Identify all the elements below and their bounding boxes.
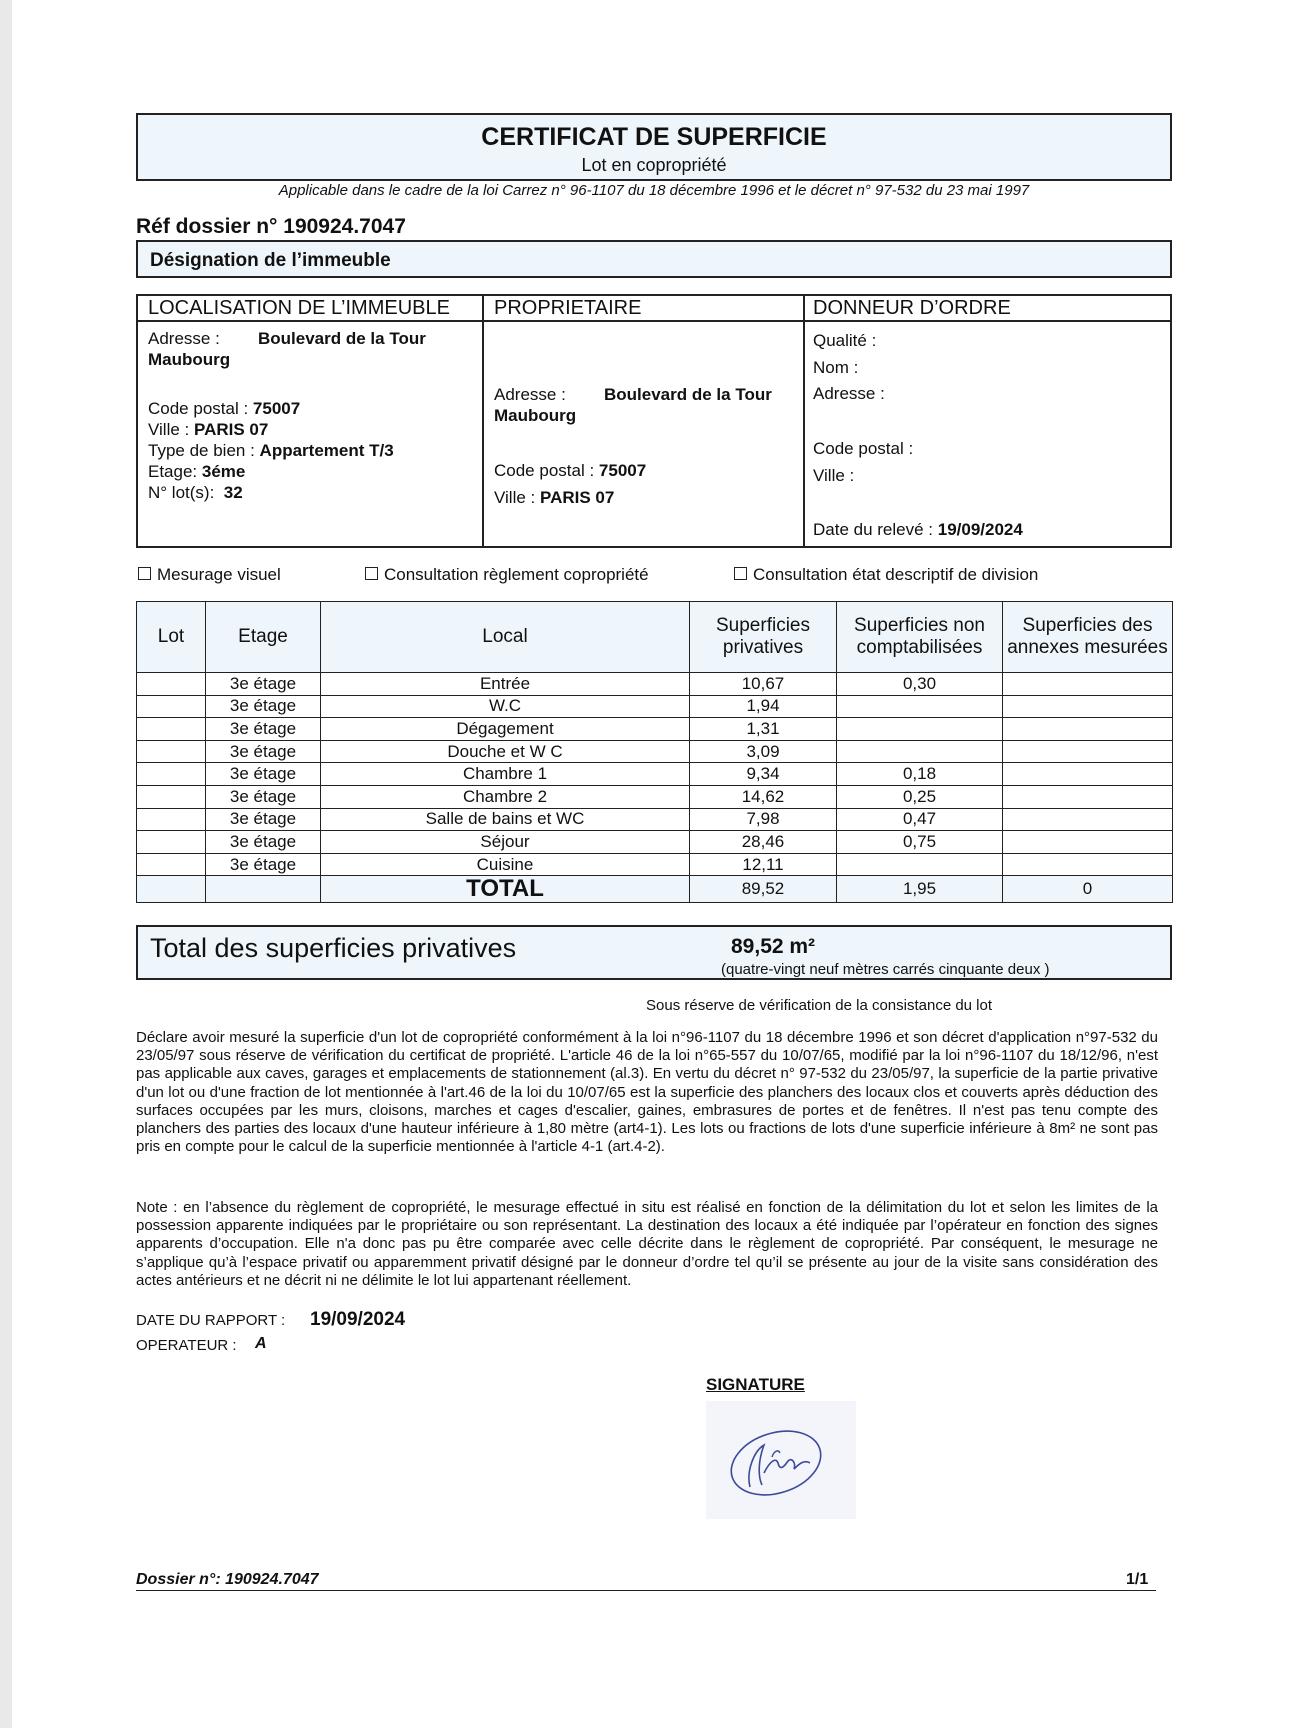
prop-cp-value: 75007	[598, 461, 647, 480]
total-privatives: 89,52	[690, 876, 837, 903]
prop-adresse-label: Adresse :	[494, 385, 566, 404]
signature-scribble-icon	[706, 1401, 856, 1519]
cell-superficie-privative: 3,09	[690, 740, 837, 763]
cell-superficie-privative: 14,62	[690, 785, 837, 808]
cell-etage: 3e étage	[206, 673, 321, 696]
checkbox-square-icon	[138, 567, 151, 580]
cell-lot	[137, 831, 206, 854]
cell-superficie-privative: 7,98	[690, 808, 837, 831]
loc-adresse-label: Adresse :	[148, 329, 220, 348]
loc-type	[148, 440, 394, 461]
cell-superficie-annexe	[1003, 785, 1173, 808]
loc-ville-label: Ville :	[148, 420, 190, 439]
table-row	[137, 695, 1173, 718]
cell-local: Séjour	[321, 831, 690, 854]
cell-superficie-non-comptabilisee	[837, 695, 1003, 718]
column-divider	[803, 296, 805, 546]
report-date-label: DATE DU RAPPORT :	[136, 1312, 286, 1329]
loc-ville	[148, 419, 268, 440]
loc-adresse-l2: Maubourg	[148, 350, 231, 369]
loc-adresse-l1: Boulevard de la Tour	[258, 329, 426, 348]
cell-superficie-annexe	[1003, 718, 1173, 741]
cell-superficie-annexe	[1003, 695, 1173, 718]
cell-superficie-annexe	[1003, 808, 1173, 831]
checkbox-square-icon	[365, 567, 378, 580]
loc-lot-label: N° lot(s):	[148, 483, 215, 502]
donneur-ville-label: Ville :	[813, 466, 855, 485]
summary-box	[136, 925, 1172, 980]
designation-box	[136, 240, 1172, 278]
table-row	[137, 853, 1173, 876]
cell-etage: 3e étage	[206, 808, 321, 831]
loc-type-value: Appartement T/3	[259, 441, 394, 460]
checkbox-consultation-etat[interactable]	[734, 565, 1038, 585]
operator-value: A	[255, 1335, 267, 1352]
loc-etage-value: 3éme	[201, 462, 246, 481]
cell-lot	[137, 785, 206, 808]
title-box	[136, 113, 1172, 181]
loc-cp-label: Code postal :	[148, 399, 249, 418]
summary-words: (quatre-vingt neuf mètres carrés cinquante deux )	[721, 961, 1050, 978]
cell-lot	[137, 853, 206, 876]
info-header-divider	[138, 320, 1170, 322]
cell-superficie-non-comptabilisee: 0,30	[837, 673, 1003, 696]
cell-etage: 3e étage	[206, 785, 321, 808]
donneur-date	[813, 519, 1023, 540]
loc-lot-value: 32	[223, 483, 243, 502]
cell-superficie-privative: 28,46	[690, 831, 837, 854]
table-row	[137, 831, 1173, 854]
operator-label: OPERATEUR :	[136, 1337, 237, 1354]
cell-etage: 3e étage	[206, 718, 321, 741]
cell-superficie-annexe	[1003, 740, 1173, 763]
table-header-row	[137, 602, 1173, 673]
cell-local: Chambre 1	[321, 763, 690, 786]
loc-type-label: Type de bien :	[148, 441, 255, 460]
cell-superficie-annexe	[1003, 673, 1173, 696]
table-row	[137, 718, 1173, 741]
footer-divider	[136, 1590, 1156, 1591]
cell-lot	[137, 740, 206, 763]
cell-superficie-privative: 12,11	[690, 853, 837, 876]
total-non-comptabilisees: 1,95	[837, 876, 1003, 903]
cell-local: Cuisine	[321, 853, 690, 876]
donneur-qualite-label: Qualité :	[813, 331, 877, 350]
cell-superficie-non-comptabilisee: 0,75	[837, 831, 1003, 854]
designation-heading: Désignation de l’immeuble	[150, 250, 391, 271]
footer-dossier: Dossier n°: 190924.7047	[136, 1571, 319, 1588]
total-empty-cell	[137, 876, 206, 903]
header-lot: Lot	[137, 602, 206, 673]
note-paragraph: Note : en l’absence du règlement de copropriété, le mesurage effectué in situ est réalisé en fonction de la délimitation du lot et selon les limites de la possession apparente indiquées par le propriétaire ou son représentant. La destination des locaux a été indiquée par l’opérateur en fonction des signes apparents d’occupation. Elle n'a donc pas pu être comparée avec celle décrite dans le règlement de copropriété. Par conséquent, le mesurage ne s’applique qu’à l’espace privatif ou apparemment privatif désigné par le donneur d’ordre tel qu’il se présente au jour de la visite sans considération des actes antérieurs et ne décrit ni ne délimite le lot lui appartenant réellement.	[136, 1199, 1158, 1289]
localisation-heading: LOCALISATION DE L’IMMEUBLE	[148, 297, 450, 319]
cell-superficie-annexe	[1003, 763, 1173, 786]
prop-ville-value: PARIS 07	[540, 488, 615, 507]
cell-local: Entrée	[321, 673, 690, 696]
footer-page-number: 1/1	[1126, 1571, 1149, 1588]
reserve-note: Sous réserve de vérification de la consistance du lot	[646, 997, 993, 1014]
cell-superficie-annexe	[1003, 831, 1173, 854]
table-row	[137, 785, 1173, 808]
ref-dossier: Réf dossier n° 190924.7047	[136, 215, 406, 238]
loc-etage	[148, 461, 245, 482]
cell-superficie-privative: 1,94	[690, 695, 837, 718]
table-row	[137, 763, 1173, 786]
document-title: CERTIFICAT DE SUPERFICIE	[481, 123, 827, 151]
column-divider	[482, 296, 484, 546]
cell-etage: 3e étage	[206, 740, 321, 763]
cell-lot	[137, 673, 206, 696]
cell-etage: 3e étage	[206, 853, 321, 876]
legal-paragraph: Déclare avoir mesuré la superficie d'un lot de copropriété conformément à la loi n°96-1107 du 18 décembre 1996 et son décret d'application n°97-532 du 23/05/97 sous réserve de vérification du certificat de propriété. L'article 46 de la loi n°65-557 du 10/07/65, modifié par la loi n°96-1107 du 18/12/96, n'est pas applicable aux caves, garages et emplacements de stationnement (al.3). En vertu du décret n° 97-532 du 23/05/97, la superficie de la partie privative d'un lot ou d'une fraction de lot mentionnée à l'art.46 de la loi du 10/07/65 est la superficie des planchers des locaux clos et couverts après déduction des surfaces occupées par les murs, cloisons, marches et cages d'escalier, gaines, embrasures de portes et de fenêtres. Il n'est pas tenu compte des planchers des parties des locaux d'une hauteur inférieure à 1,80 mètre (art4-1). Les lots ou fractions de lots d'une superficie inférieure à 8m² ne sont pas pris en compte pour le calcul de la superficie mentionnée à l'article 4-1 (art.4-2).	[136, 1029, 1158, 1156]
cell-local: Chambre 2	[321, 785, 690, 808]
checkbox-label: Mesurage visuel	[157, 565, 281, 584]
cell-superficie-privative: 9,34	[690, 763, 837, 786]
proprietaire-heading: PROPRIETAIRE	[494, 297, 642, 319]
checkbox-label: Consultation état descriptif de division	[753, 565, 1039, 584]
cell-local: Dégagement	[321, 718, 690, 741]
prop-adresse-l1: Boulevard de la Tour	[604, 385, 772, 404]
checkbox-mesurage-visuel[interactable]	[138, 565, 281, 585]
report-date-value: 19/09/2024	[310, 1309, 406, 1330]
cell-superficie-non-comptabilisee: 0,25	[837, 785, 1003, 808]
cell-lot	[137, 763, 206, 786]
cell-superficie-privative: 10,67	[690, 673, 837, 696]
cell-superficie-non-comptabilisee	[837, 740, 1003, 763]
prop-ville-label: Ville :	[494, 488, 536, 507]
signature-image	[706, 1401, 856, 1519]
loc-cp-value: 75007	[252, 399, 301, 418]
header-superficies-non-comptabilisees: Superficies non comptabilisées	[837, 602, 1003, 673]
cell-local: W.C	[321, 695, 690, 718]
total-empty-cell	[206, 876, 321, 903]
prop-cp-label: Code postal :	[494, 461, 595, 480]
law-note: Applicable dans le cadre de la loi Carrez n° 96-1107 du 18 décembre 1996 et le décret n° 97-532 du 23 mai 1997	[278, 182, 1030, 199]
header-etage: Etage	[206, 602, 321, 673]
cell-superficie-privative: 1,31	[690, 718, 837, 741]
info-box	[136, 294, 1172, 548]
donneur-nom-label: Nom :	[813, 358, 859, 377]
surface-table	[136, 601, 1173, 903]
cell-etage: 3e étage	[206, 831, 321, 854]
document-subtitle: Lot en copropriété	[581, 155, 727, 175]
cell-local: Douche et W C	[321, 740, 690, 763]
header-local: Local	[321, 602, 690, 673]
header-superficies-annexes: Superficies des annexes mesurées	[1003, 602, 1173, 673]
loc-lot	[148, 482, 243, 503]
table-row	[137, 808, 1173, 831]
total-label: TOTAL	[321, 876, 690, 903]
checkbox-label: Consultation règlement copropriété	[384, 565, 649, 584]
cell-superficie-non-comptabilisee	[837, 853, 1003, 876]
cell-lot	[137, 808, 206, 831]
table-total-row	[137, 876, 1173, 903]
header-superficies-privatives: Superficies privatives	[690, 602, 837, 673]
cell-superficie-non-comptabilisee	[837, 718, 1003, 741]
prop-ville	[494, 487, 614, 508]
checkbox-square-icon	[734, 567, 747, 580]
loc-cp	[148, 398, 300, 419]
cell-superficie-non-comptabilisee: 0,18	[837, 763, 1003, 786]
prop-cp	[494, 460, 646, 481]
cell-etage: 3e étage	[206, 763, 321, 786]
donneur-heading: DONNEUR D’ORDRE	[813, 297, 1011, 319]
signature-title: SIGNATURE	[706, 1375, 805, 1394]
cell-lot	[137, 695, 206, 718]
loc-ville-value: PARIS 07	[194, 420, 269, 439]
checkbox-consultation-reglement[interactable]	[365, 565, 649, 585]
table-row	[137, 673, 1173, 696]
cell-lot	[137, 718, 206, 741]
donneur-date-value: 19/09/2024	[937, 520, 1023, 539]
donneur-date-label: Date du relevé :	[813, 520, 934, 539]
summary-label: Total des superficies privatives	[150, 933, 517, 963]
summary-value: 89,52 m²	[731, 935, 816, 958]
cell-etage: 3e étage	[206, 695, 321, 718]
cell-local: Salle de bains et WC	[321, 808, 690, 831]
total-annexes: 0	[1003, 876, 1173, 903]
cell-superficie-non-comptabilisee: 0,47	[837, 808, 1003, 831]
donneur-adresse-label: Adresse :	[813, 384, 885, 403]
loc-etage-label: Etage:	[148, 462, 198, 481]
table-row	[137, 740, 1173, 763]
cell-superficie-annexe	[1003, 853, 1173, 876]
donneur-cp-label: Code postal :	[813, 439, 914, 458]
prop-adresse-l2: Maubourg	[494, 406, 577, 425]
